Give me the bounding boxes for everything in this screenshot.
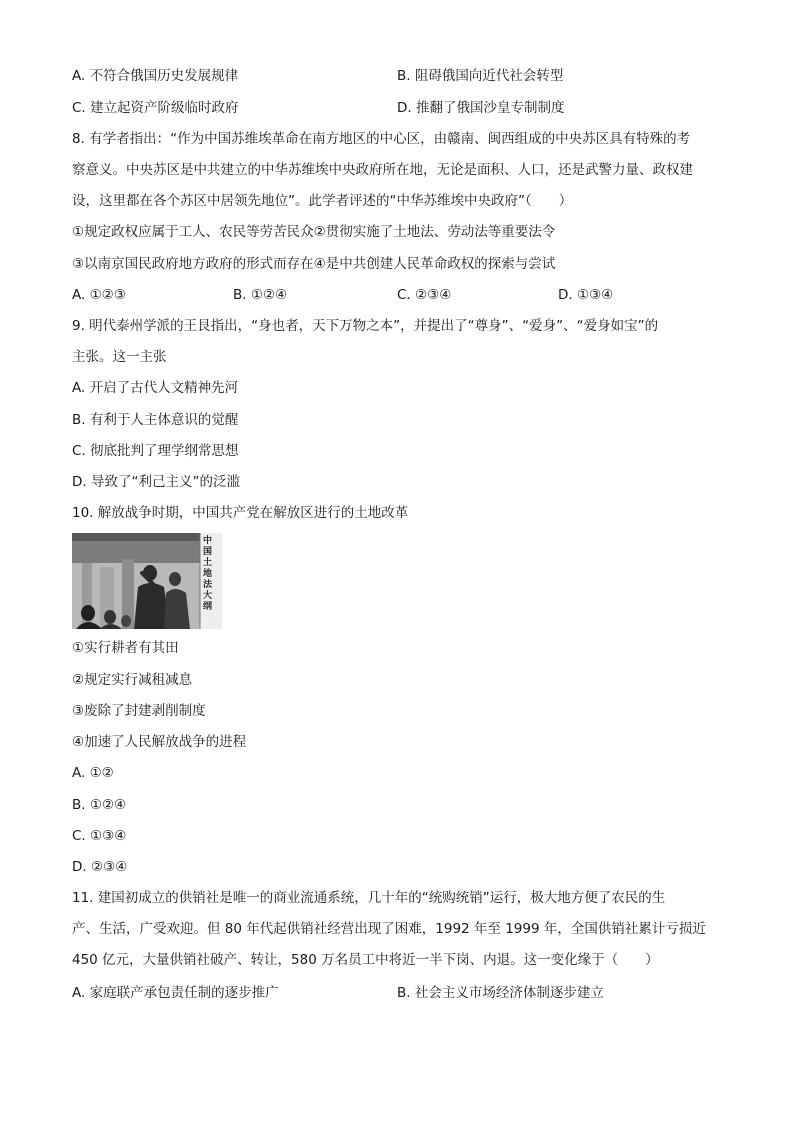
q7-option-a[interactable]: A. 不符合俄国历史发展规律 [72,68,239,84]
land-reform-photo [72,533,222,629]
land-reform-photo-illustration [72,533,222,629]
q7-option-d[interactable]: D. 推翻了俄国沙皇专制制度 [397,100,565,116]
q8-stem-line-2: 察意义。中央苏区是中共建立的中华苏维埃中央政府所在地，无论是面积、人口，还是武警力量、政权建 [72,162,693,178]
q10-option-c[interactable]: C. ①③④ [72,828,127,844]
q7-option-b[interactable]: B. 阻碍俄国向近代社会转型 [397,68,564,84]
q7-option-c[interactable]: C. 建立起资产阶级临时政府 [72,100,239,116]
q9-stem-line-1: 9. 明代泰州学派的王艮指出，“身也者，天下万物之本”，并提出了“尊身”、“爱身”、“爱身如宝”的 [72,318,659,334]
q11-option-a[interactable]: A. 家庭联产承包责任制的逐步推广 [72,985,279,1001]
q9-stem-line-2: 主张。这一主张 [72,349,167,365]
q10-statement-2: ②规定实行减租减息 [72,672,193,688]
q11-option-b[interactable]: B. 社会主义市场经济体制逐步建立 [397,985,604,1001]
q8-option-c[interactable]: C. ②③④ [397,287,452,303]
q9-option-b[interactable]: B. 有利于人主体意识的觉醒 [72,412,239,428]
q9-option-c[interactable]: C. 彻底批判了理学纲常思想 [72,443,239,459]
q10-option-a[interactable]: A. ①② [72,765,114,781]
q8-option-b[interactable]: B. ①②④ [233,287,288,303]
q8-option-d[interactable]: D. ①③④ [558,287,614,303]
q9-option-d[interactable]: D. 导致了“利己主义”的泛滥 [72,474,240,490]
q8-stem-line-3: 设，这里都在各个苏区中居领先地位”。此学者评述的“中华苏维埃中央政府”（ ） [72,193,573,209]
q9-option-a[interactable]: A. 开启了古代人文精神先河 [72,380,239,396]
q10-statement-3: ③废除了封建剥削制度 [72,703,206,719]
q11-stem-line-1: 11. 建国初成立的供销社是唯一的商业流通系统，几十年的“统购统销”运行，极大地方便了农民的生 [72,890,666,906]
q10-option-b[interactable]: B. ①②④ [72,797,127,813]
q10-statement-1: ①实行耕者有其田 [72,640,179,656]
q11-stem-line-3: 450 亿元，大量供销社破产、转让，580 万名员工中将近一半下岗、内退。这一变化缘于（ ） [72,952,659,968]
q8-stem-line-1: 8. 有学者指出：“作为中国苏维埃革命在南方地区的中心区，由赣南、闽西组成的中央苏区具有特殊的考 [72,131,691,147]
q8-option-a[interactable]: A. ①②③ [72,287,126,303]
q8-statement-line-1: ①规定政权应属于工人、农民等劳苦民众②贯彻实施了土地法、劳动法等重要法令 [72,224,556,240]
q10-stem: 10. 解放战争时期，中国共产党在解放区进行的土地改革 [72,505,409,521]
q10-statement-4: ④加速了人民解放战争的进程 [72,734,247,750]
q8-statement-line-2: ③以南京国民政府地方政府的形式而存在④是中共创建人民革命政权的探索与尝试 [72,256,556,272]
q11-stem-line-2: 产、生活，广受欢迎。但 80 年代起供销社经营出现了困难，1992 年至 1999 年，全国供销社累计亏损近 [72,921,706,937]
photo-caption: 中国土地法大纲 [203,536,213,612]
q10-option-d[interactable]: D. ②③④ [72,859,128,875]
